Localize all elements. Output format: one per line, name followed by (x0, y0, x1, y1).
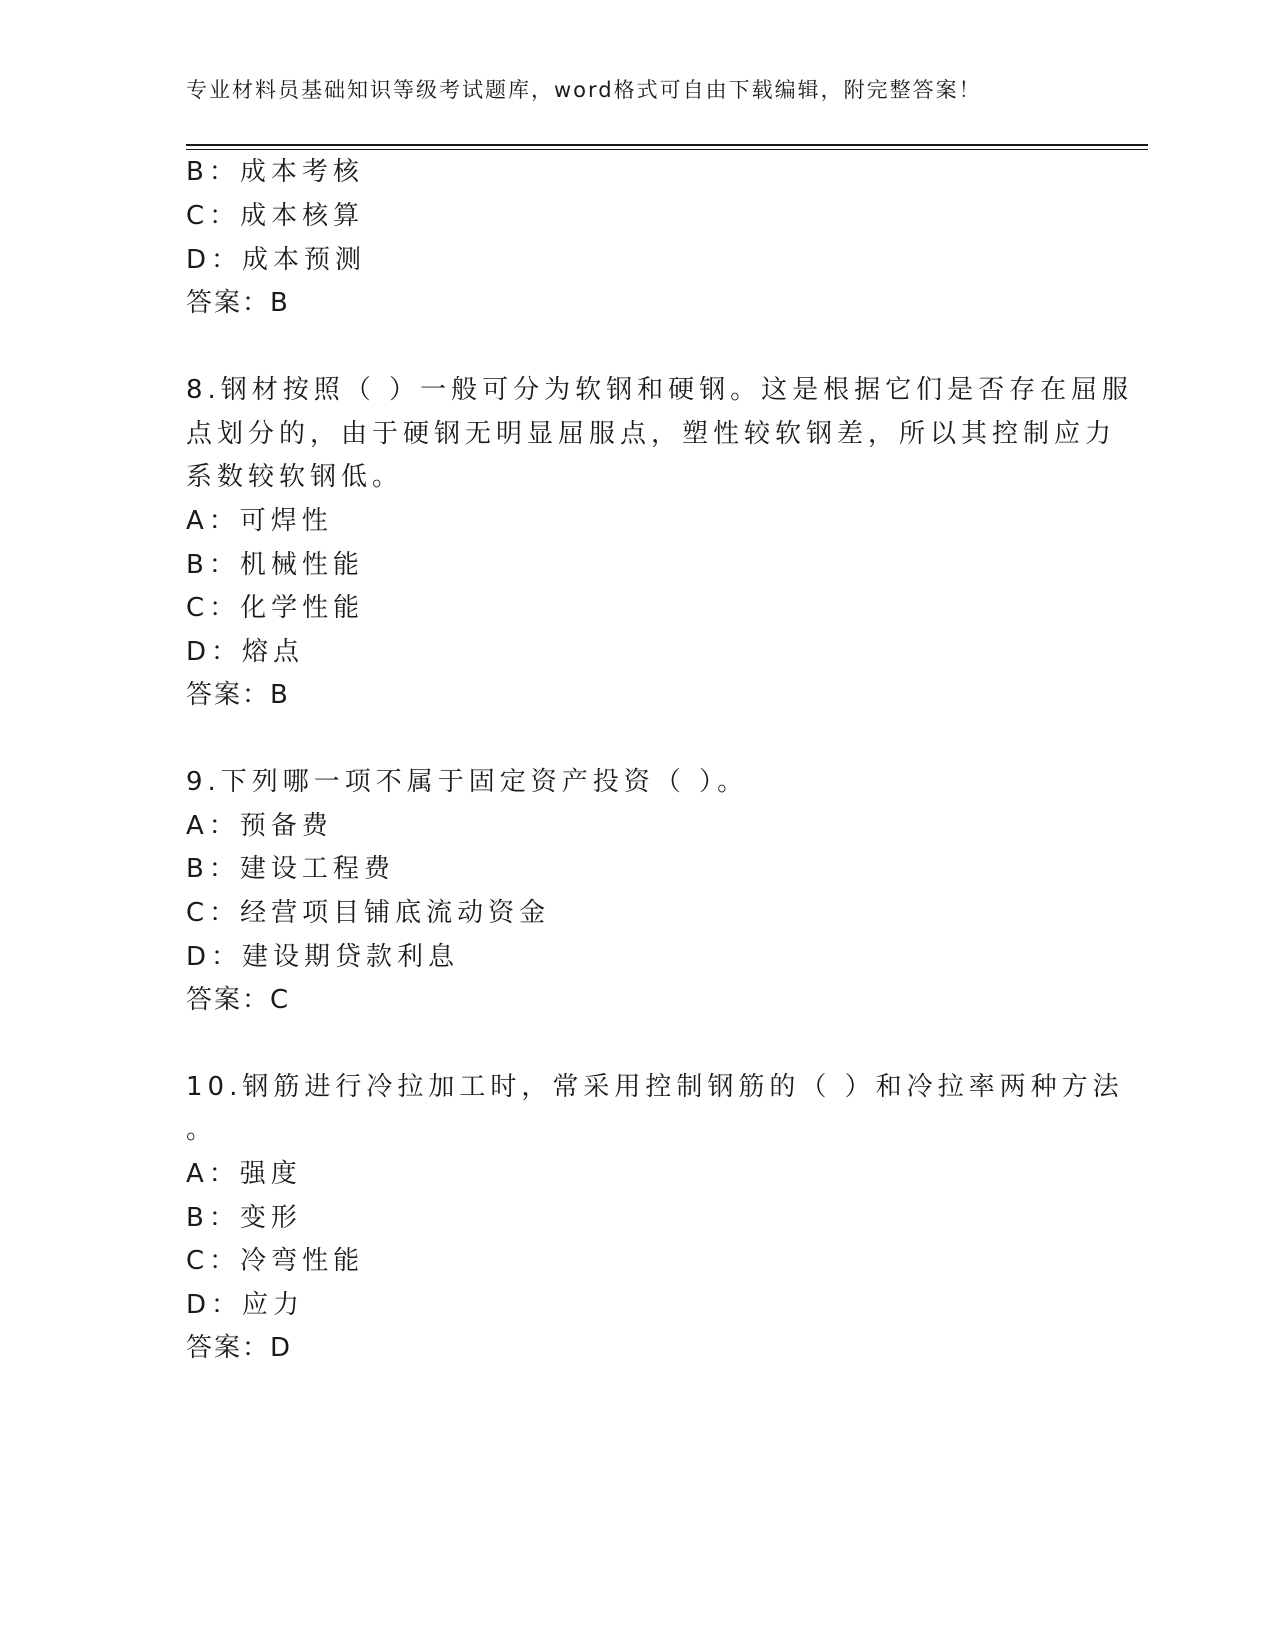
option-b: B：成本考核 (186, 157, 364, 187)
question-stem: 。 (186, 1115, 218, 1145)
question-stem: 系数较软钢低。 (186, 462, 404, 492)
option-b: B：建设工程费 (186, 854, 395, 884)
option-c: C：冷弯性能 (186, 1246, 365, 1276)
option-a: A：可焊性 (186, 506, 333, 536)
option-c: C：成本核算 (186, 201, 365, 231)
question-stem: 10.钢筋进行冷拉加工时，常采用控制钢筋的（ ）和冷拉率两种方法 (186, 1072, 1124, 1102)
question-stem: 9.下列哪一项不属于固定资产投资（ ）。 (186, 767, 749, 797)
option-d: D：建设期贷款利息 (186, 942, 460, 972)
page-header: 专业材料员基础知识等级考试题库，word格式可自由下载编辑，附完整答案！ (186, 78, 982, 102)
option-c: C：经营项目铺底流动资金 (186, 898, 551, 928)
option-a: A：预备费 (186, 811, 333, 841)
option-d: D：应力 (186, 1290, 305, 1320)
option-b: B：机械性能 (186, 550, 364, 580)
answer: 答案：B (186, 680, 290, 710)
option-a: A：强度 (186, 1159, 302, 1189)
option-d: D：成本预测 (186, 245, 367, 275)
option-b: B：变形 (186, 1203, 302, 1233)
answer: 答案：B (186, 288, 290, 318)
option-c: C：化学性能 (186, 593, 365, 623)
answer: 答案：C (186, 985, 291, 1015)
answer: 答案：D (186, 1333, 293, 1363)
question-stem: 点划分的，由于硬钢无明显屈服点，塑性较软钢差，所以其控制应力 (186, 419, 1117, 449)
header-rule (186, 144, 1148, 150)
option-d: D：熔点 (186, 637, 305, 667)
question-stem: 8.钢材按照（ ）一般可分为软钢和硬钢。这是根据它们是否存在屈服 (186, 375, 1134, 405)
